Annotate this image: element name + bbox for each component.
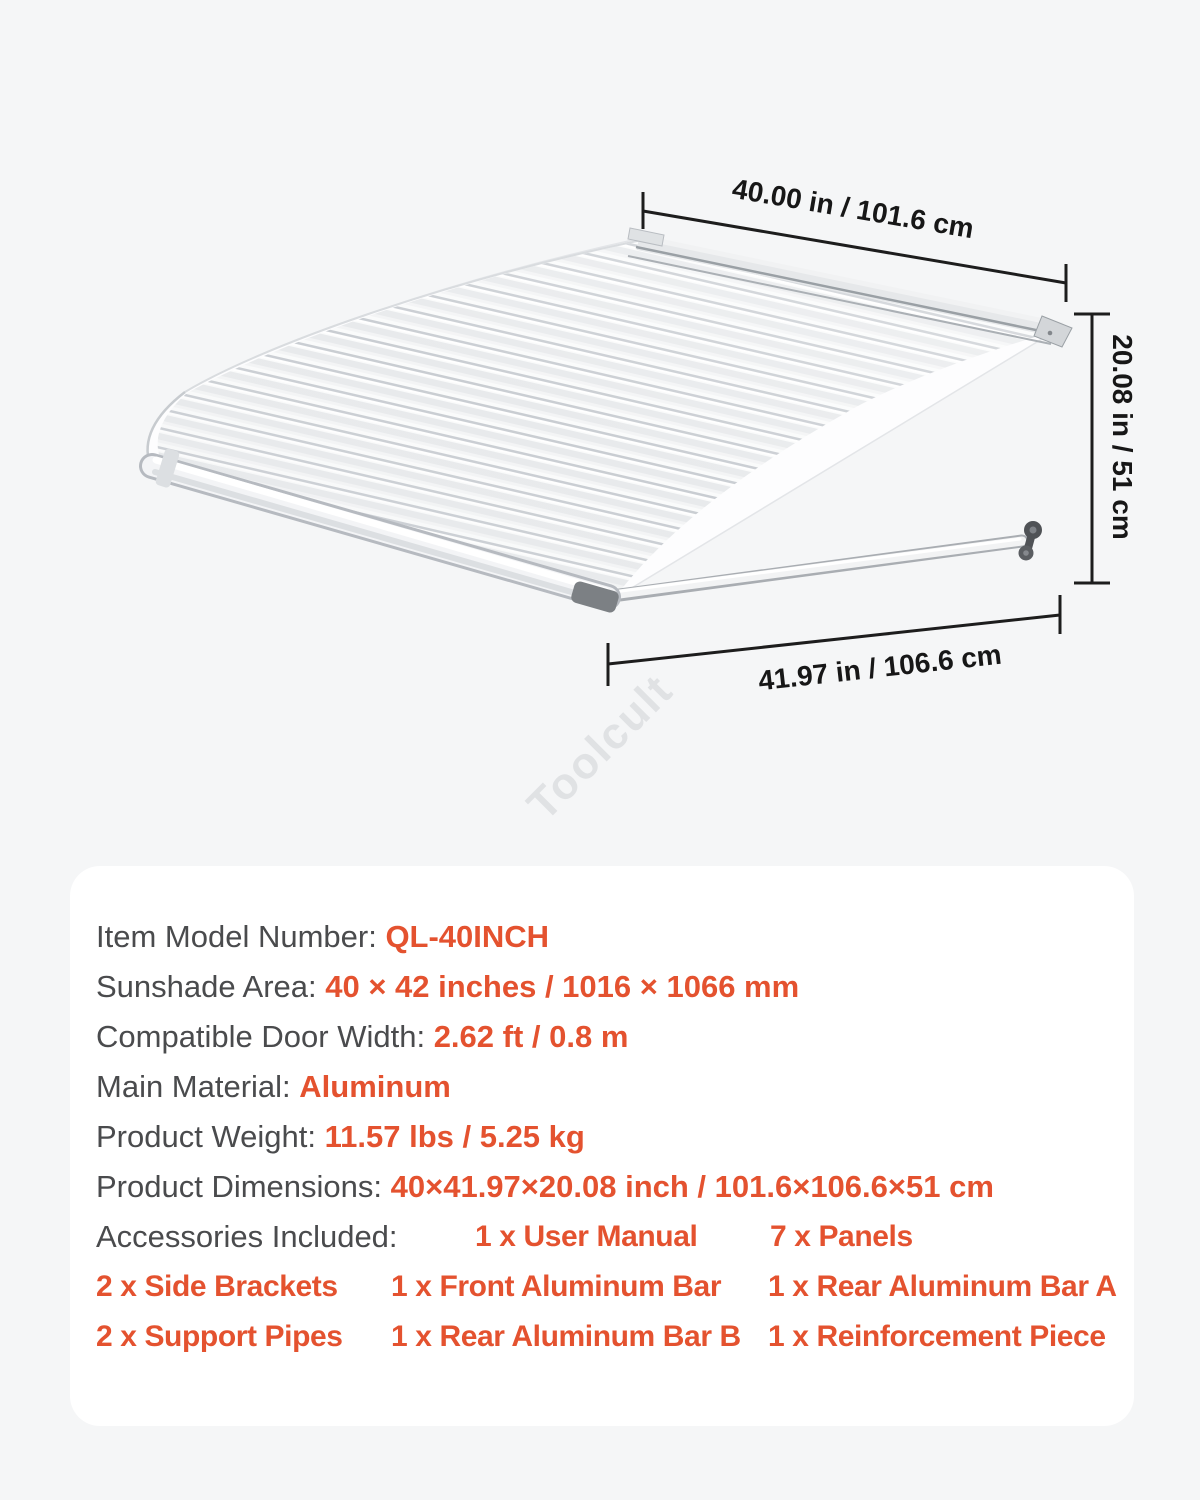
spec-label: Product Weight: xyxy=(96,1119,325,1154)
spec-label: Product Dimensions: xyxy=(96,1169,391,1204)
accessories-row-3 xyxy=(96,1312,1108,1362)
watermark: Toolcult xyxy=(518,665,683,830)
spec-row-material xyxy=(96,1062,1108,1112)
spec-row-weight xyxy=(96,1112,1108,1162)
accessory-item: 1 x Front Aluminum Bar xyxy=(391,1270,722,1303)
dimension-depth-label: 41.97 in / 106.6 cm xyxy=(756,638,1004,697)
spec-row-sunshade-area xyxy=(96,962,1108,1012)
accessory-item: 7 x Panels xyxy=(770,1220,913,1253)
accessory-item: 2 x Side Brackets xyxy=(96,1270,338,1303)
spec-label: Main Material: xyxy=(96,1069,300,1104)
spec-value: 40×41.97×20.08 inch / 101.6×106.6×51 cm xyxy=(390,1169,994,1204)
accessory-item: 1 x Reinforcement Piece xyxy=(768,1320,1106,1353)
accessories-row-1 xyxy=(96,1212,1108,1262)
spec-card xyxy=(70,866,1134,1426)
spec-label: Compatible Door Width: xyxy=(96,1019,434,1054)
spec-label: Sunshade Area: xyxy=(96,969,326,1004)
spec-value: 40 × 42 inches / 1016 × 1066 mm xyxy=(325,969,800,1004)
spec-row-model xyxy=(96,912,1108,962)
dimension-width-label: 40.00 in / 101.6 cm xyxy=(730,172,977,245)
corrugated-panel xyxy=(100,180,1120,640)
spec-value: Aluminum xyxy=(299,1069,451,1104)
accessory-item: 1 x User Manual xyxy=(475,1220,698,1253)
dimension-height-label: 20.08 in / 51 cm xyxy=(1107,334,1138,540)
spec-value: 11.57 lbs / 5.25 kg xyxy=(324,1119,585,1154)
accessory-item: 1 x Rear Aluminum Bar B xyxy=(391,1320,741,1353)
accessory-item: 2 x Support Pipes xyxy=(96,1320,343,1353)
spec-row-dimensions xyxy=(96,1162,1108,1212)
accessories-row-2 xyxy=(96,1262,1117,1312)
accessories-label: Accessories Included: xyxy=(96,1219,398,1254)
accessory-item: 1 x Rear Aluminum Bar A xyxy=(768,1270,1117,1303)
spec-label: Item Model Number: xyxy=(96,919,386,954)
spec-value: QL-40INCH xyxy=(385,919,550,954)
spec-value: 2.62 ft / 0.8 m xyxy=(433,1019,629,1054)
spec-row-door-width xyxy=(96,1012,1108,1062)
